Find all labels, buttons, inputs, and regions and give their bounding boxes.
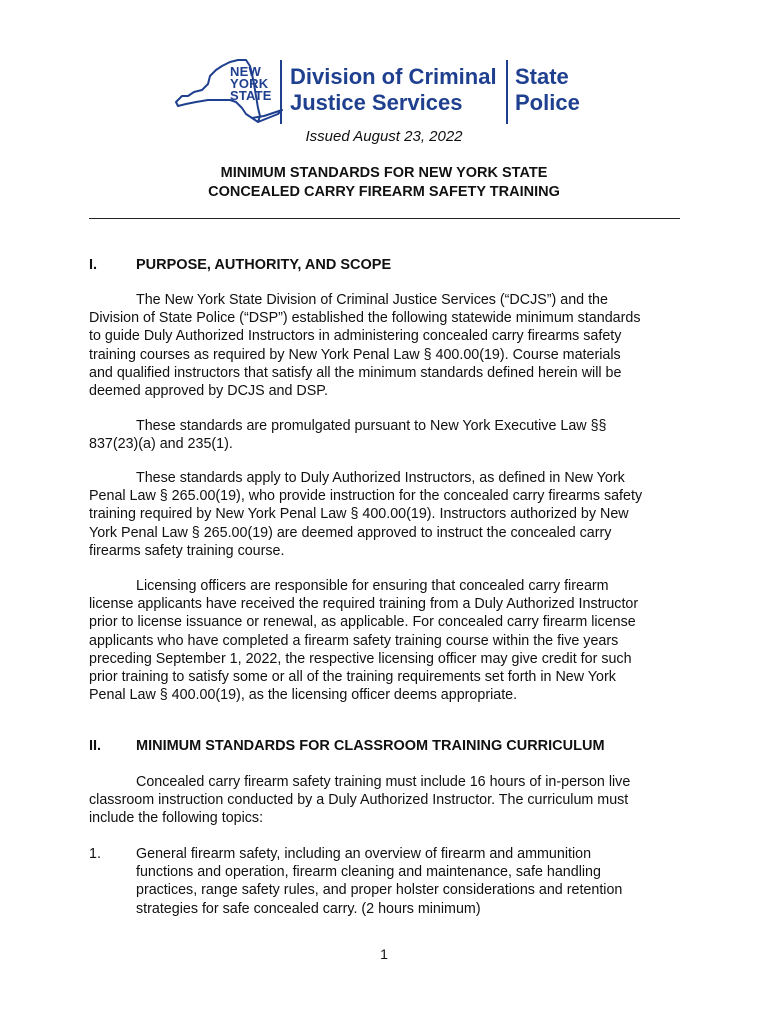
agency-name-line: Division of Criminal <box>290 64 497 89</box>
section-title: MINIMUM STANDARDS FOR CLASSROOM TRAINING CURRICULUM <box>136 738 605 754</box>
text-line: York Penal Law § 265.00(19) are deemed approved to instruct the concealed carry <box>89 524 612 541</box>
text-line: firearms safety training course. <box>89 542 285 559</box>
text-line: deemed approved by DCJS and DSP. <box>89 383 328 400</box>
state-logo-line: YORK <box>230 76 269 91</box>
text-line: training required by New York Penal Law § 400.00(19). Instructors authorized by New <box>89 506 629 523</box>
text-line: Penal Law § 400.00(19), as the licensing officer deems appropriate. <box>89 687 518 704</box>
text-line: Licensing officers are responsible for ensuring that concealed carry firearm <box>136 578 609 594</box>
page-number: 1 <box>380 946 388 962</box>
text-line: to guide Duly Authorized Instructors in administering concealed carry firearms safety <box>89 328 622 345</box>
agency-name-line: Justice Services <box>290 90 463 115</box>
text-line: practices, range safety rules, and proper holster considerations and retention <box>136 882 623 899</box>
title-line: CONCEALED CARRY FIREARM SAFETY TRAINING <box>208 184 560 200</box>
text-line: license applicants have received the required training from a Duly Authorized Instructor <box>89 596 639 613</box>
logo-divider <box>280 60 282 124</box>
header-logo <box>172 56 592 128</box>
text-line: prior to license issuance or renewal, as applicable. For concealed carry firearm license <box>89 614 636 631</box>
text-line: Division of State Police (“DSP”) established the following statewide minimum standards <box>89 310 641 327</box>
title-line: MINIMUM STANDARDS FOR NEW YORK STATE <box>220 165 548 181</box>
text-line: applicants who have completed a firearm safety training course within the five years <box>89 632 619 649</box>
section-number: I. <box>89 257 98 273</box>
state-logo-text <box>230 66 272 102</box>
text-line: preceding September 1, 2022, the respective licensing officer may give credit for such <box>89 650 632 667</box>
section-title: PURPOSE, AUTHORITY, AND SCOPE <box>136 257 392 273</box>
state-police-agency-name <box>515 64 580 116</box>
text-line: include the following topics: <box>89 810 264 827</box>
text-line: These standards are promulgated pursuant to New York Executive Law §§ <box>136 418 607 434</box>
state-logo-line: NEW <box>230 64 261 79</box>
text-line: prior training to satisfy some or all of the training requirements set forth in New York <box>89 669 616 686</box>
agency-name-line: Police <box>515 90 580 115</box>
document-title <box>0 164 768 202</box>
text-line: These standards apply to Duly Authorized Instructors, as defined in New York <box>136 470 625 486</box>
logo-divider <box>506 60 508 124</box>
issued-date: Issued August 23, 2022 <box>305 128 463 145</box>
text-line: functions and operation, firearm cleaning and maintenance, safe handling <box>136 864 601 881</box>
text-line: Concealed carry firearm safety training must include 16 hours of in-person live <box>136 774 631 790</box>
text-line: classroom instruction conducted by a Duly Authorized Instructor. The curriculum must <box>89 792 629 809</box>
dcjs-agency-name <box>290 64 497 116</box>
text-line: General firearm safety, including an overview of firearm and ammunition <box>136 846 592 862</box>
text-line: training courses as required by New York Penal Law § 400.00(19). Course materials <box>89 346 621 363</box>
agency-name-line: State <box>515 64 569 89</box>
paragraph <box>89 417 681 453</box>
text-line: Penal Law § 265.00(19), who provide instruction for the concealed carry firearms safety <box>89 488 643 505</box>
text-line: The New York State Division of Criminal Justice Services (“DCJS”) and the <box>136 292 608 308</box>
state-logo-line: STATE <box>230 88 272 103</box>
title-divider <box>89 218 680 219</box>
list-item-text <box>136 845 681 918</box>
text-line: 837(23)(a) and 235(1). <box>89 436 233 453</box>
paragraph <box>89 291 681 400</box>
section-number: II. <box>89 738 102 754</box>
paragraph <box>89 577 681 704</box>
text-line: and qualified instructors that satisfy all the minimum standards defined herein will be <box>89 364 622 381</box>
paragraph <box>89 469 681 560</box>
paragraph <box>89 773 681 828</box>
list-item-number: 1. <box>89 846 101 862</box>
text-line: strategies for safe concealed carry. (2 hours minimum) <box>136 900 481 917</box>
